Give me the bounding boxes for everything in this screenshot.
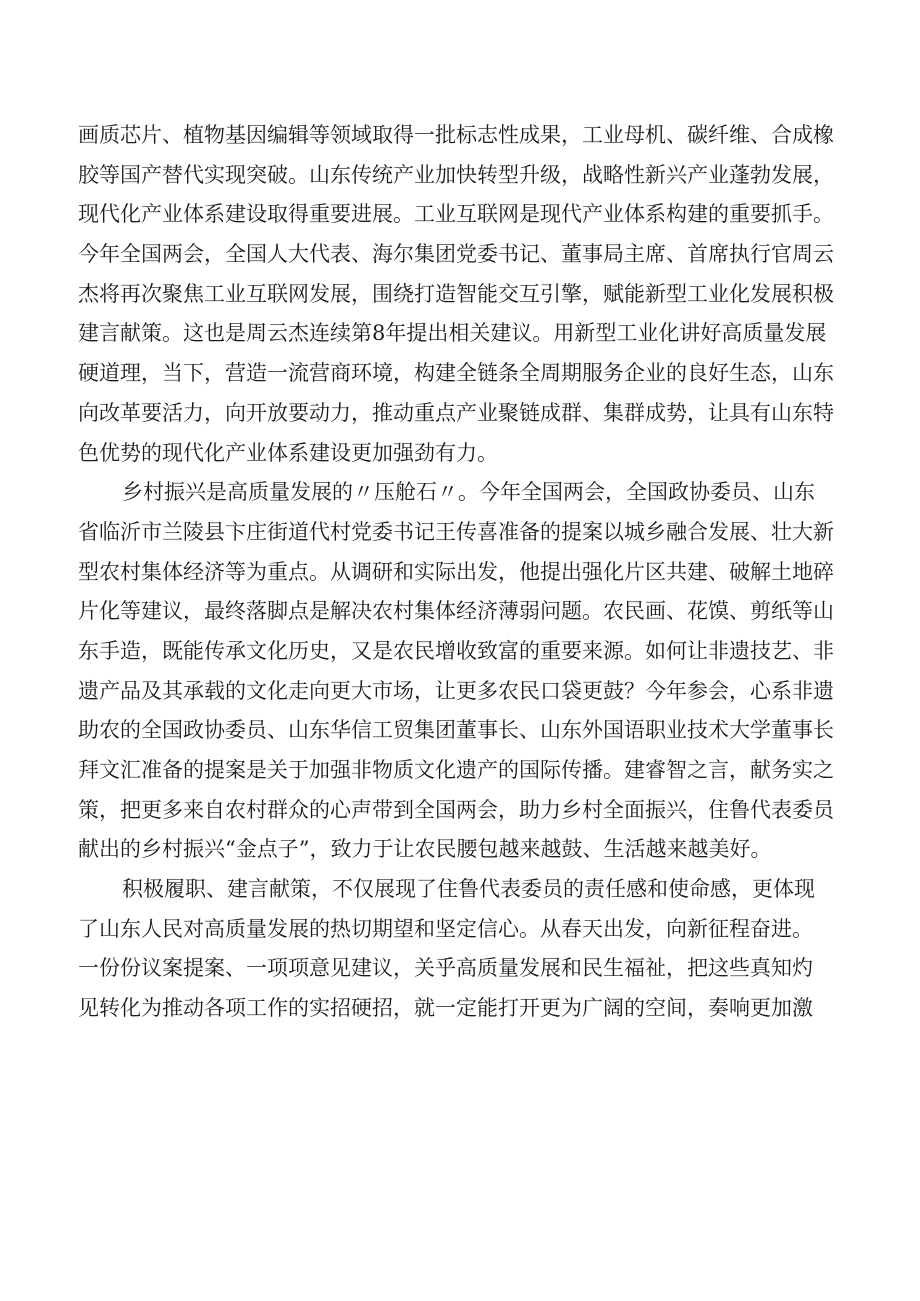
paragraph-3-line-2: 了山东人民对高质量发展的热切期望和坚定信心。从春天出发，向新征程奋进。 [78,916,813,941]
paragraph-1-line-8: 向改革要活力，向开放要动力，推动重点产业聚链成群、集群成势，让具有山东特 [78,400,834,425]
paragraph-1-line-6: 建言献策。这也是周云杰连续第8年提出相关建议。用新型工业化讲好高质量发展 [78,321,827,346]
paragraph-1-line-4: 今年全国两会，全国人大代表、海尔集团党委书记、董事局主席、首席执行官周云 [78,242,834,267]
paragraph-1-line-2: 胶等国产替代实现突破。山东传统产业加快转型升级，战略性新兴产业蓬勃发展， [78,162,834,187]
paragraph-2-line-10: 献出的乡村振兴“金点子”，致力于让农民腰包越来越鼓、生活越来越美好。 [78,837,772,862]
paragraph-1-line-5: 杰将再次聚焦工业互联网发展，围绕打造智能交互引擎，赋能新型工业化发展积极 [78,281,834,306]
paragraph-2-line-8: 拜文汇准备的提案是关于加强非物质文化遗产的国际传播。建睿智之言，献务实之 [78,758,834,782]
paragraph-2-line-7: 助农的全国政协委员、山东华信工贸集团董事长、山东外国语职业技术大学董事长 [78,718,834,743]
paragraph-2-line-4: 片化等建议，最终落脚点是解决农村集体经济薄弱问题。农民画、花馍、剪纸等山 [78,599,834,624]
paragraph-2-line-2: 省临沂市兰陵县卞庄街道代村党委书记王传喜准备的提案以城乡融合发展、壮大新 [78,519,834,544]
paragraph-2-line-3: 型农村集体经济等为重点。从调研和实际出发，他提出强化片区共建、破解土地碎 [78,559,834,584]
paragraph-2-line-1: 乡村振兴是高质量发展的〃压舱石〃。今年全国两会，全国政协委员、山东 [122,480,815,505]
paragraph-2-line-6: 遗产品及其承载的文化走向更大市场，让更多农民口袋更鼓？今年参会，心系非遗 [78,678,834,703]
paragraph-1-line-1: 画质芯片、植物基因编辑等领域取得一批标志性成果，工业母机、碳纤维、合成橡 [78,123,834,147]
paragraph-1-line-3: 现代化产业体系建设取得重要进展。工业互联网是现代产业体系构建的重要抓手。 [78,202,834,227]
paragraph-3-line-1: 积极履职、建言献策，不仅展现了住鲁代表委员的责任感和使命感，更体现 [122,877,815,902]
paragraph-2-line-9: 策，把更多来自农村群众的心声带到全国两会，助力乡村全面振兴，住鲁代表委员 [78,797,834,822]
paragraph-1-line-9: 色优势的现代化产业体系建设更加强劲有力。 [78,440,498,465]
document-body [78,116,878,1029]
paragraph-3-line-4: 见转化为推动各项工作的实招硬招，就一定能打开更为广阔的空间，奏响更加激 [78,996,813,1021]
paragraph-1-line-7: 硬道理，当下，营造一流营商环境，构建全链条全周期服务企业的良好生态，山东 [78,361,834,386]
paragraph-3-line-3: 一份份议案提案、一项项意见建议，关乎高质量发展和民生福祉，把这些真知灼 [78,956,813,981]
paragraph-2-line-5: 东手造，既能传承文化历史，又是农民增收致富的重要来源。如何让非遗技艺、非 [78,638,834,663]
